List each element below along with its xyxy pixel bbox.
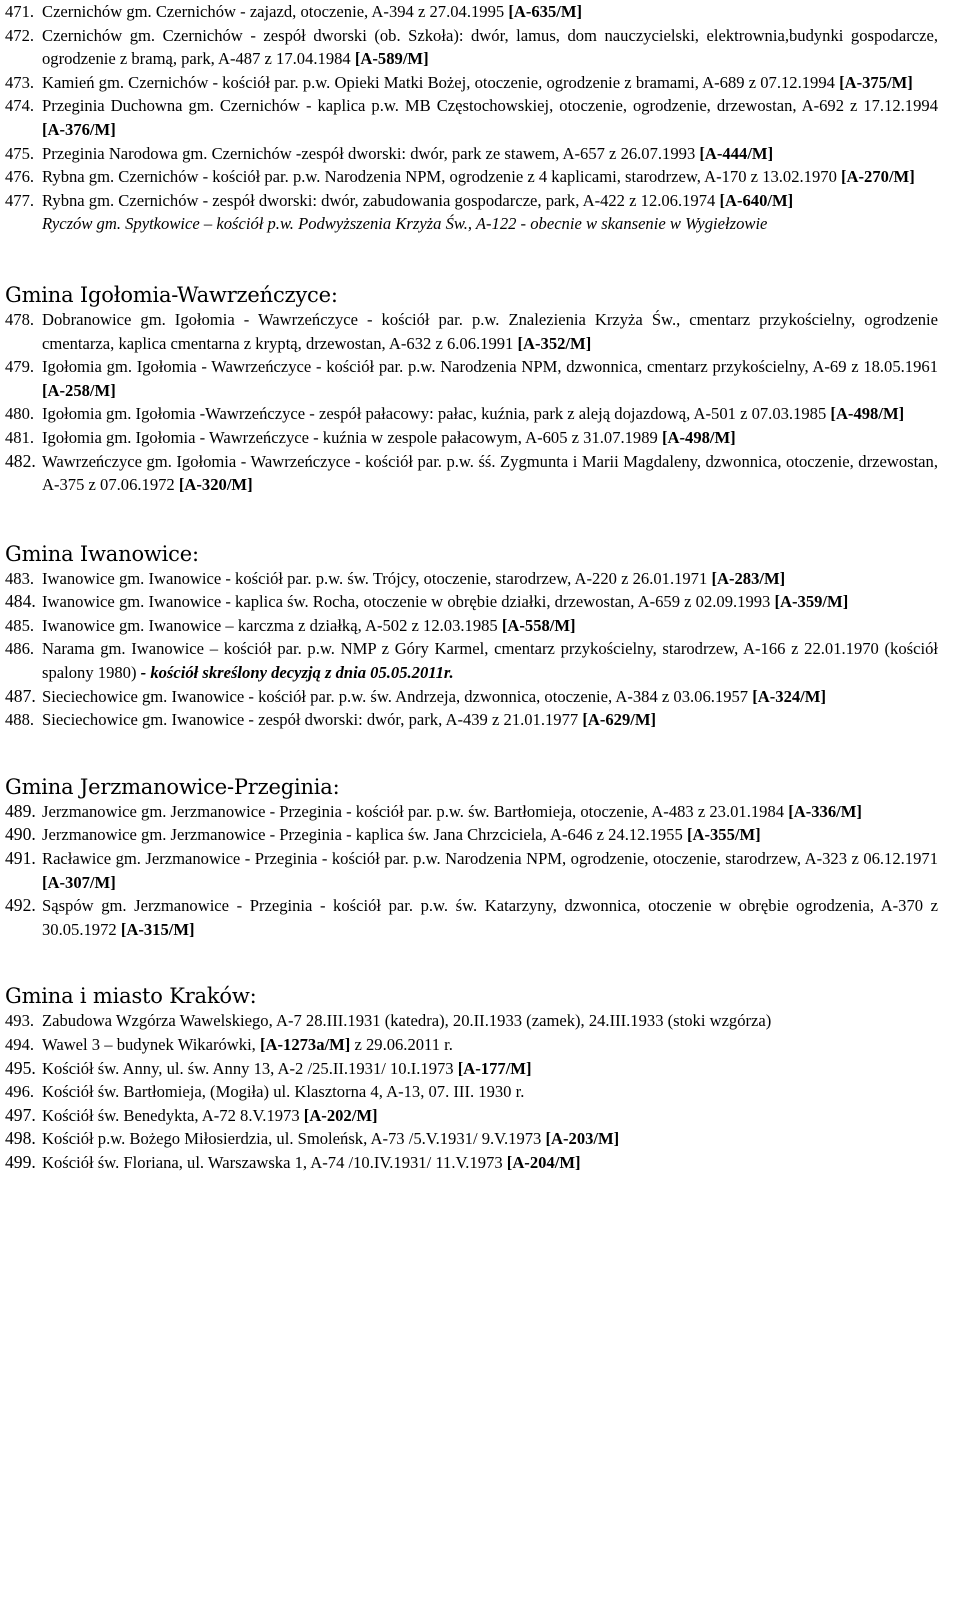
list-item: 499. Kościół św. Floriana, ul. Warszawska 1, A-74 /10.IV.1931/ 11.V.1973 [A-204/M] — [5, 1151, 581, 1172]
list-item: Ryczów gm. Spytkowice – kościół p.w. Podwyższenia Krzyża Św., A-122 - obecnie w skansenie w Wygiełzowie — [42, 214, 768, 234]
list-item: 473. Kamień gm. Czernichów - kościół par. p.w. Opieki Matki Bożej, otoczenie, ogrodzenie z bramami, A-689 z 07.12.1994 [A-375/M] — [5, 72, 913, 92]
list-item: 483. Iwanowice gm. Iwanowice - kościół par. p.w. św. Trójcy, otoczenie, starodrzew, A-220 z 26.01.1971 [A-283/M] — [5, 568, 786, 588]
list-item: 497. Kościół św. Benedykta, A-72 8.V.1973 [A-202/M] — [5, 1104, 378, 1125]
list-item: 478. Dobranowice gm. Igołomia - Wawrzeńczyce - kościół par. p.w. Znalezienia Krzyża Św., cmentarz przykościelny, ogrodzenie cmentarza, kaplica cmentarna z kryptą, drzewostan, A-632 z 6.06.1991 [A-352/M] — [5, 309, 938, 353]
list-item: 477. Rybna gm. Czernichów - zespół dworski: dwór, zabudowania gospodarcze, park, A-422 z 12.06.1974 [A-640/M] — [5, 190, 794, 210]
section-iwanowice — [5, 541, 938, 732]
list-item: 474. Przeginia Duchowna gm. Czernichów - kaplica p.w. MB Częstochowskiej, otoczenie, ogrodzenie, drzewostan, A-692 z 17.12.1994 [A-376/M] — [5, 96, 938, 139]
list-item: 481. Igołomia gm. Igołomia - Wawrzeńczyce - kuźnia w zespole pałacowym, A-605 z 31.07.1989 [A-498/M] — [5, 427, 736, 447]
section-jerzmanowice — [5, 774, 938, 942]
list-item: 495. Kościół św. Anny, ul. św. Anny 13, A-2 /25.II.1931/ 10.I.1973 [A-177/M] — [5, 1057, 532, 1078]
list-item: 493. Zabudowa Wzgórza Wawelskiego, A-7 28.III.1931 (katedra), 20.II.1933 (zamek), 24.III.1933 (stoki wzgórza) — [5, 1011, 772, 1031]
list-item: 482. Wawrzeńczyce gm. Igołomia - Wawrzeńczyce - kościół par. p.w. śś. Zygmunta i Marii Magdaleny, dzwonnica, otoczenie, drzewostan, A-375 z 07.06.1972 [A-320/M] — [5, 450, 938, 495]
list-item: 484. Iwanowice gm. Iwanowice - kaplica św. Rocha, otoczenie w obrębie działki, drzewostan, A-659 z 02.09.1993 [A-359/M] — [5, 591, 849, 612]
section-heading: Gmina i miasto Kraków: — [5, 984, 257, 1009]
section-czernichow — [5, 0, 938, 236]
list-item: 471. Czernichów gm. Czernichów - zajazd, otoczenie, A-394 z 27.04.1995 [A-635/M] — [5, 2, 583, 21]
list-item: 491. Racławice gm. Jerzmanowice - Przeginia - kościół par. p.w. Narodzenia NPM, ogrodzenie, otoczenie, starodrzew, A-323 z 06.12.1971 [A-307/M] — [5, 848, 938, 892]
list-item: 494. Wawel 3 – budynek Wikarówki, [A-1273a/M] z 29.06.2011 r. — [5, 1035, 453, 1054]
section-heading: Gmina Igołomia-Wawrzeńczyce: — [5, 282, 338, 307]
list-item: 490. Jerzmanowice gm. Jerzmanowice - Przeginia - kaplica św. Jana Chrzciciela, A-646 z 24.12.1955 [A-355/M] — [5, 824, 761, 845]
list-item: 489. Jerzmanowice gm. Jerzmanowice - Przeginia - kościół par. p.w. św. Bartłomieja, otoczenie, A-483 z 23.01.1984 [A-336/M] — [5, 800, 862, 821]
list-item: 498. Kościół p.w. Bożego Miłosierdzia, ul. Smoleńsk, A-73 /5.V.1931/ 9.V.1973 [A-203/M] — [5, 1128, 620, 1149]
list-item: 492. Sąspów gm. Jerzmanowice - Przeginia - kościół par. p.w. św. Katarzyny, dzwonnica, otoczenie w obrębie ogrodzenia, A-370 z 30.05.1972 [A-315/M] — [5, 895, 938, 939]
list-item: 496. Kościół św. Bartłomieja, (Mogiła) ul. Klasztorna 4, A-13, 07. III. 1930 r. — [5, 1082, 525, 1102]
list-item: 487. Sieciechowice gm. Iwanowice - kościół par. p.w. św. Andrzeja, dzwonnica, otoczenie, A-384 z 03.06.1957 [A-324/M] — [5, 685, 826, 706]
list-item: 476. Rybna gm. Czernichów - kościół par. p.w. Narodzenia NPM, ogrodzenie z 4 kaplicami, starodrzew, A-170 z 13.02.1970 [A-270/M] — [5, 167, 915, 187]
list-item: 488. Sieciechowice gm. Iwanowice - zespół dworski: dwór, park, A-439 z 21.01.1977 [A-629/M] — [5, 710, 657, 730]
list-item: 479. Igołomia gm. Igołomia - Wawrzeńczyce - kościół par. p.w. Narodzenia NPM, dzwonnica, cmentarz przykościelny, A-69 z 18.05.1961 [A-258/M] — [5, 357, 938, 400]
list-item: 485. Iwanowice gm. Iwanowice – karczma z działką, A-502 z 12.03.1985 [A-558/M] — [5, 615, 576, 635]
list-item: 480. Igołomia gm. Igołomia -Wawrzeńczyce - zespół pałacowy: pałac, kuźnia, park z aleją dojazdową, A-501 z 07.03.1985 [A-498/M] — [5, 404, 905, 424]
list-item: 475. Przeginia Narodowa gm. Czernichów -zespół dworski: dwór, park ze stawem, A-657 z 26.07.1993 [A-444/M] — [5, 143, 774, 163]
section-heading: Gmina Jerzmanowice-Przeginia: — [5, 774, 340, 799]
section-igolomia — [5, 282, 938, 497]
list-item: 472. Czernichów gm. Czernichów - zespół dworski (ob. Szkoła): dwór, lamus, dom nauczycielski, elektrownia,budynki gospodarcze, ogrodzenie z bramą, park, A-487 z 17.04.1984 [A-589/M] — [5, 25, 938, 69]
section-krakow — [5, 983, 938, 1174]
list-item: 486. Narama gm. Iwanowice – kościół par. p.w. NMP z Góry Karmel, cmentarz przykościelny, starodrzew, A-166 z 22.01.1970 (kościół spalony 1980) - kościół skreślony decyzją z dnia 05.05.2011r. — [5, 639, 938, 683]
section-heading: Gmina Iwanowice: — [5, 541, 199, 566]
